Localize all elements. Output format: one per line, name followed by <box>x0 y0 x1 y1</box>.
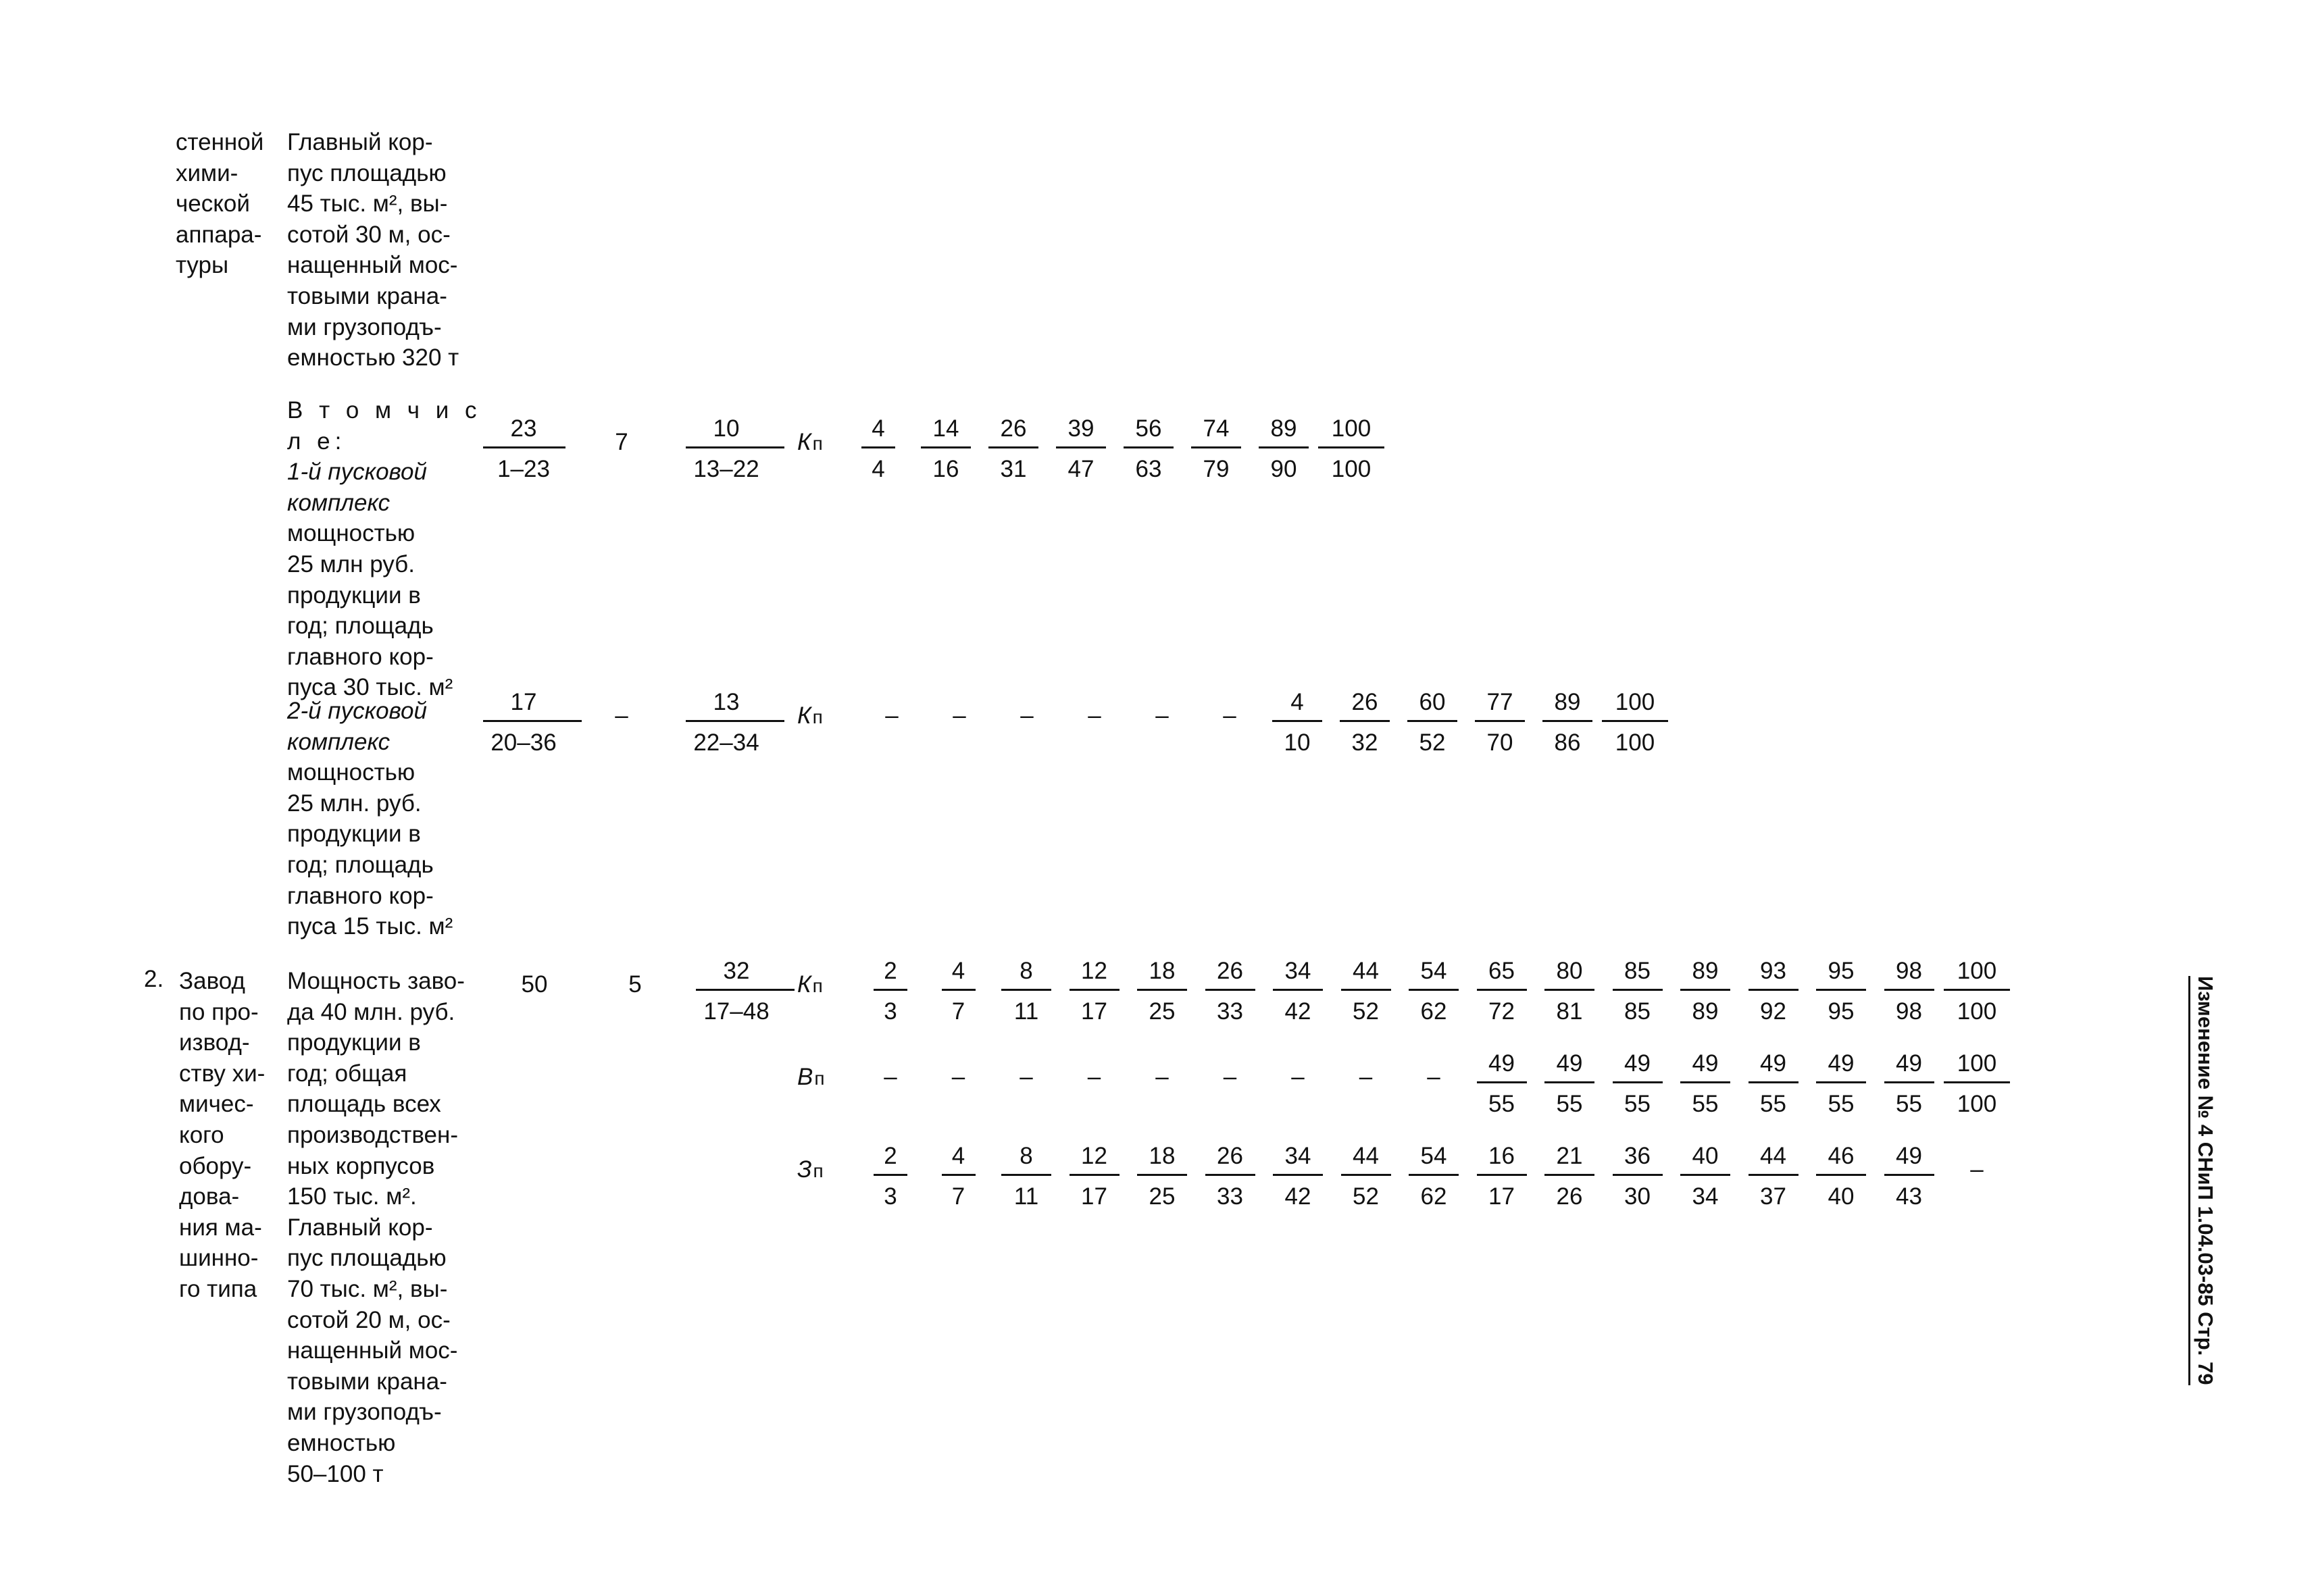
label-letter: К <box>797 702 811 729</box>
fraction-numerator: 12 <box>1081 958 1107 984</box>
fraction-bar <box>1477 989 1527 991</box>
fraction-bar <box>1272 720 1322 722</box>
fraction-bar <box>988 446 1038 448</box>
fraction-numerator: 56 <box>1135 415 1162 442</box>
period-fraction <box>686 417 767 481</box>
fraction-denominator: 25 <box>1149 998 1176 1025</box>
fraction-denominator: 13–22 <box>693 456 759 482</box>
fraction-bar <box>874 1174 907 1176</box>
label-subscript: п <box>813 1160 824 1181</box>
object-name-line: туры <box>176 252 229 279</box>
fraction-denominator: 62 <box>1420 998 1447 1025</box>
fraction-numerator: 26 <box>1217 958 1243 984</box>
fraction-denominator: 55 <box>1692 1091 1719 1117</box>
fraction-bar <box>1205 989 1255 991</box>
object-description-line: товыми крана- <box>287 282 447 309</box>
fraction-bar <box>1544 989 1594 991</box>
complex-2-description-line: продукции в <box>287 821 421 848</box>
fraction-denominator: 30 <box>1624 1183 1651 1210</box>
label-letter: В <box>797 1064 813 1090</box>
fraction-numerator: 34 <box>1284 1143 1311 1169</box>
period-fraction <box>686 690 767 754</box>
percent-fraction <box>1936 1052 2017 1116</box>
object-name-line: хими- <box>176 159 238 186</box>
fraction-numerator: 18 <box>1149 1143 1176 1169</box>
fraction-denominator: 20–36 <box>491 729 557 756</box>
fraction-numerator: 21 <box>1556 1143 1583 1169</box>
fraction-denominator: 32 <box>1351 729 1378 756</box>
fraction-bar <box>1477 1081 1527 1083</box>
fraction-numerator: 77 <box>1486 689 1513 715</box>
construction-months: – <box>615 702 628 729</box>
fraction-numerator: 18 <box>1149 958 1176 984</box>
fraction-denominator: 52 <box>1353 1183 1379 1210</box>
item-number: 2. <box>144 966 164 992</box>
fraction-numerator: 95 <box>1828 958 1855 984</box>
fraction-bar <box>1409 989 1459 991</box>
fraction-numerator: 89 <box>1270 415 1297 442</box>
empty-value-dash: – <box>1970 1156 1984 1183</box>
complex-2-description-line: пуса 15 тыс. м² <box>287 913 453 940</box>
complex-1-description-line: главного кор- <box>287 643 434 670</box>
fraction-denominator: 10 <box>1284 729 1311 756</box>
fraction-numerator: 34 <box>1284 958 1311 984</box>
fraction-denominator: 98 <box>1896 998 1922 1025</box>
empty-value-dash: – <box>1020 702 1034 729</box>
empty-value-dash: – <box>1155 1064 1169 1090</box>
object-name-line: обору- <box>179 1152 252 1179</box>
object-description-line: производствен- <box>287 1121 458 1148</box>
fraction-denominator: 100 <box>1331 456 1372 482</box>
fraction-bar <box>1070 989 1120 991</box>
fraction-bar <box>1680 1174 1730 1176</box>
fraction-numerator: 49 <box>1896 1143 1922 1169</box>
fraction-numerator: 16 <box>1488 1143 1515 1169</box>
complex-2-description-line: главного кор- <box>287 882 434 909</box>
fraction-numerator: 74 <box>1203 415 1230 442</box>
fraction-denominator: 17–48 <box>703 998 770 1025</box>
fraction-bar <box>1544 1174 1594 1176</box>
fraction-numerator: 4 <box>951 1143 965 1169</box>
label-subscript: п <box>812 706 823 727</box>
fraction-numerator: 100 <box>1957 958 1997 984</box>
object-description-line: товыми крана- <box>287 1368 447 1395</box>
object-description-line: да 40 млн. руб. <box>287 998 455 1025</box>
fraction-numerator: 46 <box>1828 1143 1855 1169</box>
empty-value-dash: – <box>1087 1064 1101 1090</box>
fraction-denominator: 100 <box>1957 998 1997 1025</box>
fraction-numerator: 17 <box>510 689 537 715</box>
empty-value-dash: – <box>1291 1064 1305 1090</box>
fraction-bar <box>1602 720 1668 722</box>
fraction-numerator: 49 <box>1896 1050 1922 1077</box>
fraction-bar <box>1944 989 2010 991</box>
fraction-numerator: 54 <box>1420 958 1447 984</box>
page-side-header: Изменение № 4 СНиП 1.04.03-85 Стр. 79 <box>2188 976 2217 1385</box>
label-subscript: п <box>812 975 823 996</box>
fraction-denominator: 17 <box>1081 998 1107 1025</box>
object-description-line: 45 тыс. м², вы- <box>287 190 448 217</box>
fraction-denominator: 86 <box>1554 729 1581 756</box>
fraction-bar <box>483 446 565 448</box>
fraction-denominator: 37 <box>1760 1183 1786 1210</box>
fraction-numerator: 98 <box>1896 958 1922 984</box>
fraction-bar <box>1341 1174 1391 1176</box>
fraction-bar <box>1070 1174 1120 1176</box>
fraction-bar <box>1749 1174 1799 1176</box>
fraction-bar <box>1613 1174 1663 1176</box>
fraction-numerator: 100 <box>1615 689 1655 715</box>
fraction-denominator: 47 <box>1067 456 1095 482</box>
fraction-bar <box>1205 1174 1255 1176</box>
fraction-numerator: 100 <box>1331 415 1372 442</box>
fraction-bar <box>483 720 582 722</box>
period-fraction <box>696 959 777 1023</box>
empty-value-dash: – <box>953 702 966 729</box>
object-description-line: пус площадью <box>287 159 447 186</box>
object-name-line: извод- <box>179 1029 250 1056</box>
fraction-numerator: 2 <box>884 1143 897 1169</box>
fraction-numerator: 26 <box>1351 689 1378 715</box>
percent-fraction <box>1311 417 1392 481</box>
fraction-denominator: 70 <box>1486 729 1513 756</box>
fraction-numerator: 8 <box>1020 1143 1033 1169</box>
fraction-numerator: 49 <box>1760 1050 1786 1077</box>
label-letter: К <box>797 971 811 998</box>
complex-1-description-line: 25 млн руб. <box>287 550 415 577</box>
fraction-denominator: 55 <box>1828 1091 1855 1117</box>
fraction-denominator: 1–23 <box>497 456 550 482</box>
fraction-denominator: 4 <box>872 456 885 482</box>
fraction-denominator: 55 <box>1896 1091 1922 1117</box>
empty-value-dash: – <box>1020 1064 1033 1090</box>
fraction-denominator: 31 <box>1000 456 1027 482</box>
fraction-bar <box>1340 720 1390 722</box>
complex-1-description-line: пуса 30 тыс. м² <box>287 674 453 701</box>
empty-value-dash: – <box>1359 1064 1373 1090</box>
fraction-numerator: 10 <box>713 415 740 442</box>
fraction-numerator: 100 <box>1957 1050 1997 1077</box>
complex-2-description <box>287 696 483 942</box>
fraction-denominator: 89 <box>1692 998 1719 1025</box>
fraction-bar <box>1884 1081 1934 1083</box>
label-letter: К <box>797 429 811 455</box>
object-description-line: сотой 30 м, ос- <box>287 221 451 248</box>
fraction-denominator: 79 <box>1203 456 1230 482</box>
fraction-bar <box>1544 1081 1594 1083</box>
fraction-bar <box>1409 1174 1459 1176</box>
fraction-numerator: 49 <box>1828 1050 1855 1077</box>
fraction-numerator: 93 <box>1760 958 1786 984</box>
fraction-bar <box>861 446 895 448</box>
object-description-line: 70 тыс. м², вы- <box>287 1275 448 1302</box>
complex-1-description <box>287 395 483 703</box>
fraction-bar <box>1137 989 1187 991</box>
fraction-denominator: 55 <box>1488 1091 1515 1117</box>
object-description-line: 50–100 т <box>287 1460 384 1487</box>
fraction-bar <box>1884 1174 1934 1176</box>
fraction-denominator: 17 <box>1488 1183 1515 1210</box>
complex-2-description-line: комплекс <box>287 728 391 755</box>
object-name-line: мичес- <box>179 1091 254 1118</box>
object-description-line: год; общая <box>287 1060 407 1087</box>
fraction-bar <box>1542 720 1592 722</box>
indicator-label-kp <box>797 429 823 456</box>
fraction-denominator: 52 <box>1419 729 1446 756</box>
fraction-bar <box>874 989 907 991</box>
fraction-denominator: 55 <box>1624 1091 1651 1117</box>
object-name-line: дова- <box>179 1183 240 1210</box>
object-description-line: сотой 20 м, ос- <box>287 1306 451 1333</box>
fraction-bar <box>1477 1174 1527 1176</box>
fraction-denominator: 11 <box>1013 998 1039 1025</box>
fraction-numerator: 39 <box>1067 415 1095 442</box>
object-name-line: Завод <box>179 968 245 994</box>
empty-value-dash: – <box>1427 1064 1440 1090</box>
object-description-line: нащенный мос- <box>287 252 458 279</box>
fraction-numerator: 13 <box>713 689 740 715</box>
fraction-bar <box>1816 989 1866 991</box>
fraction-numerator: 44 <box>1353 1143 1379 1169</box>
fraction-bar <box>686 720 784 722</box>
object-description-line: 150 тыс. м². <box>287 1183 417 1210</box>
fraction-bar <box>1273 989 1323 991</box>
fraction-numerator: 44 <box>1353 958 1379 984</box>
fraction-bar <box>1001 989 1051 991</box>
fraction-denominator: 40 <box>1828 1183 1855 1210</box>
fraction-denominator: 34 <box>1692 1183 1719 1210</box>
fraction-bar <box>1407 720 1457 722</box>
fraction-bar <box>1613 1081 1663 1083</box>
fraction-numerator: 54 <box>1420 1143 1447 1169</box>
complex-2-description-line: мощностью <box>287 759 416 786</box>
fraction-denominator: 26 <box>1556 1183 1583 1210</box>
object-description-line: нащенный мос- <box>287 1337 458 1364</box>
fraction-numerator: 49 <box>1556 1050 1583 1077</box>
complex-2-description-line: год; площадь <box>287 851 434 878</box>
object-description-line: Главный кор- <box>287 129 433 155</box>
fraction-numerator: 32 <box>723 958 750 984</box>
fraction-bar <box>1749 989 1799 991</box>
fraction-bar <box>1273 1174 1323 1176</box>
fraction-denominator: 52 <box>1353 998 1379 1025</box>
construction-months: 7 <box>615 429 628 455</box>
fraction-bar <box>1001 1174 1051 1176</box>
fraction-denominator: 3 <box>884 1183 897 1210</box>
object-description-line: Мощность заво- <box>287 968 465 994</box>
fraction-numerator: 85 <box>1624 958 1651 984</box>
fraction-bar <box>1475 720 1525 722</box>
empty-value-dash: – <box>951 1064 965 1090</box>
fraction-numerator: 49 <box>1624 1050 1651 1077</box>
object-name-line: ству хи- <box>179 1060 266 1087</box>
empty-value-dash: – <box>885 702 899 729</box>
object-description-line: емностью 320 т <box>287 344 459 371</box>
fraction-denominator: 17 <box>1081 1183 1107 1210</box>
fraction-denominator: 33 <box>1217 998 1243 1025</box>
fraction-denominator: 90 <box>1270 456 1297 482</box>
fraction-bar <box>921 446 971 448</box>
object-name-line: ния ма- <box>179 1214 262 1241</box>
empty-value-dash: – <box>1223 1064 1237 1090</box>
object-name <box>179 966 274 1305</box>
fraction-denominator: 95 <box>1828 998 1855 1025</box>
fraction-denominator: 16 <box>932 456 959 482</box>
empty-value-dash: – <box>884 1064 897 1090</box>
label-subscript: п <box>812 433 823 454</box>
fraction-denominator: 3 <box>884 998 897 1025</box>
fraction-bar <box>1680 989 1730 991</box>
fraction-numerator: 40 <box>1692 1143 1719 1169</box>
fraction-bar <box>1816 1174 1866 1176</box>
fraction-numerator: 44 <box>1760 1143 1786 1169</box>
label-subscript: п <box>814 1068 825 1089</box>
fraction-denominator: 11 <box>1013 1183 1039 1210</box>
fraction-bar <box>942 989 976 991</box>
fraction-denominator: 85 <box>1624 998 1651 1025</box>
object-description-line: продукции в <box>287 1029 421 1056</box>
fraction-numerator: 8 <box>1020 958 1033 984</box>
fraction-numerator: 23 <box>510 415 537 442</box>
object-name-line: стенной <box>176 129 264 155</box>
fraction-numerator: 4 <box>951 958 965 984</box>
indicator-label <box>797 1156 824 1183</box>
fraction-bar <box>1816 1081 1866 1083</box>
fraction-denominator: 62 <box>1420 1183 1447 1210</box>
complex-1-description-line: год; площадь <box>287 613 434 640</box>
fraction-bar <box>1056 446 1106 448</box>
fraction-bar <box>1124 446 1174 448</box>
fraction-bar <box>1884 989 1934 991</box>
fraction-denominator: 7 <box>951 1183 965 1210</box>
fraction-numerator: 65 <box>1488 958 1515 984</box>
fraction-numerator: 14 <box>932 415 959 442</box>
fraction-numerator: 26 <box>1217 1143 1243 1169</box>
fraction-bar <box>1613 989 1663 991</box>
object-name-line: го типа <box>179 1275 257 1302</box>
fraction-denominator: 22–34 <box>693 729 759 756</box>
object-description <box>287 966 483 1489</box>
fraction-denominator: 63 <box>1135 456 1162 482</box>
complex-1-description-line: продукции в <box>287 582 421 609</box>
fraction-denominator: 42 <box>1284 998 1311 1025</box>
label-letter: З <box>797 1156 812 1183</box>
object-name <box>176 127 276 281</box>
object-name-line: кого <box>179 1121 224 1148</box>
duration-fraction <box>483 690 564 754</box>
duration-value: 50 <box>521 971 548 998</box>
fraction-bar <box>942 1174 976 1176</box>
complex-2-description-line: 25 млн. руб. <box>287 790 422 817</box>
complex-2-description-line: 2-й пусковой <box>287 698 427 724</box>
object-description-line: емностью <box>287 1429 396 1456</box>
fraction-denominator: 72 <box>1488 998 1515 1025</box>
percent-fraction <box>1594 690 1676 754</box>
object-description-line: площадь всех <box>287 1091 441 1118</box>
fraction-denominator: 55 <box>1760 1091 1786 1117</box>
fraction-bar <box>1318 446 1384 448</box>
fraction-numerator: 80 <box>1556 958 1583 984</box>
fraction-bar <box>1944 1081 2010 1083</box>
empty-value-dash: – <box>1088 702 1101 729</box>
fraction-denominator: 92 <box>1760 998 1786 1025</box>
object-name-line: шинно- <box>179 1245 259 1272</box>
fraction-bar <box>1341 989 1391 991</box>
fraction-numerator: 60 <box>1419 689 1446 715</box>
fraction-numerator: 12 <box>1081 1143 1107 1169</box>
fraction-bar <box>1259 446 1309 448</box>
empty-value-dash: – <box>1155 702 1169 729</box>
fraction-bar <box>696 989 795 991</box>
fraction-denominator: 81 <box>1556 998 1583 1025</box>
fraction-bar <box>1680 1081 1730 1083</box>
percent-fraction <box>1869 1144 1950 1208</box>
fraction-denominator: 100 <box>1957 1091 1997 1117</box>
indicator-label-kp <box>797 702 823 729</box>
empty-value-dash: – <box>1223 702 1236 729</box>
duration-fraction <box>483 417 564 481</box>
fraction-denominator: 100 <box>1615 729 1655 756</box>
object-description-line: ми грузоподъ- <box>287 313 442 340</box>
fraction-bar <box>686 446 784 448</box>
fraction-numerator: 36 <box>1624 1143 1651 1169</box>
fraction-numerator: 89 <box>1554 689 1581 715</box>
fraction-numerator: 4 <box>1290 689 1304 715</box>
fraction-denominator: 7 <box>951 998 965 1025</box>
percent-fraction <box>1936 959 2017 1023</box>
complex-1-description-line: комплекс <box>287 489 391 516</box>
fraction-denominator: 42 <box>1284 1183 1311 1210</box>
fraction-numerator: 26 <box>1000 415 1027 442</box>
construction-months: 5 <box>628 971 642 998</box>
object-name-line: аппара- <box>176 221 262 248</box>
fraction-numerator: 49 <box>1488 1050 1515 1077</box>
complex-1-description-line: 1-й пусковой <box>287 459 427 486</box>
fraction-numerator: 4 <box>872 415 885 442</box>
fraction-bar <box>1749 1081 1799 1083</box>
fraction-denominator: 43 <box>1896 1183 1922 1210</box>
object-description-line: пус площадью <box>287 1245 447 1272</box>
fraction-bar <box>1191 446 1241 448</box>
complex-1-description-line: мощностью <box>287 520 416 547</box>
fraction-bar <box>1137 1174 1187 1176</box>
object-description-line: ных корпусов <box>287 1152 435 1179</box>
object-description-line: ми грузоподъ- <box>287 1399 442 1426</box>
object-name-line: по про- <box>179 998 259 1025</box>
fraction-denominator: 33 <box>1217 1183 1243 1210</box>
indicator-label <box>797 971 823 998</box>
complex-1-description-line: В т о м ч и с л е: <box>287 397 482 455</box>
object-description <box>287 127 483 374</box>
fraction-denominator: 55 <box>1556 1091 1583 1117</box>
object-name-line: ческой <box>176 190 250 217</box>
fraction-numerator: 2 <box>884 958 897 984</box>
object-description-line: Главный кор- <box>287 1214 433 1241</box>
indicator-label <box>797 1064 825 1091</box>
fraction-numerator: 49 <box>1692 1050 1719 1077</box>
fraction-numerator: 89 <box>1692 958 1719 984</box>
fraction-denominator: 25 <box>1149 1183 1176 1210</box>
